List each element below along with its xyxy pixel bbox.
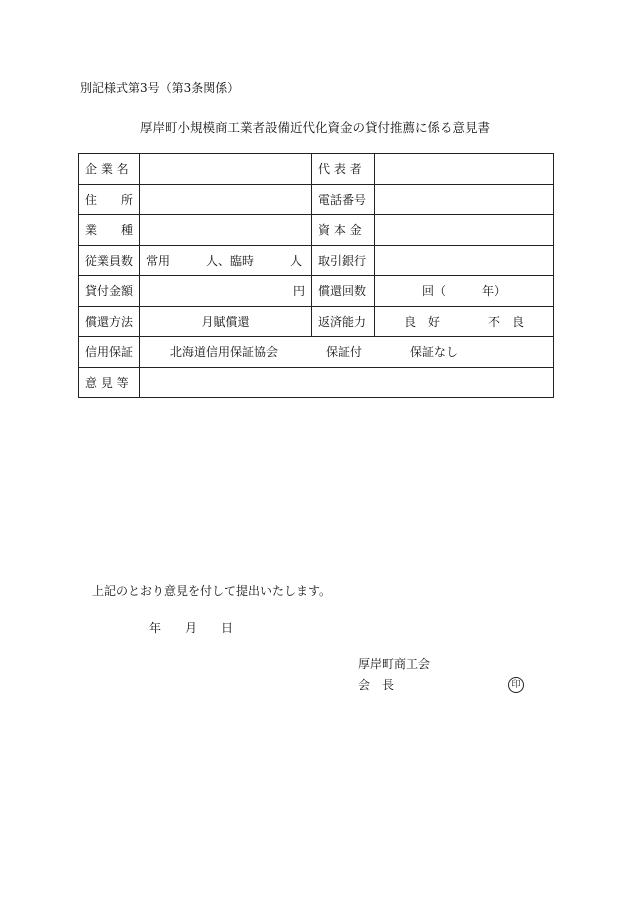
seal-mark: 印 [508, 677, 524, 693]
address-label: 住 所 [79, 184, 140, 215]
capital-field[interactable] [375, 215, 554, 246]
table-row [79, 184, 554, 215]
industry-label: 業 種 [79, 215, 140, 246]
bank-field[interactable] [375, 245, 554, 276]
opinion-label: 意 見 等 [79, 367, 140, 398]
representative-label: 代 表 者 [312, 154, 375, 185]
employees-label: 従業員数 [79, 245, 140, 276]
document-title: 厚岸町小規模商工業者設備近代化資金の貸付推薦に係る意見書 [139, 120, 490, 135]
address-field[interactable] [140, 184, 312, 215]
repayment-count-field[interactable]: 回（ 年） [375, 276, 554, 307]
table-row [79, 154, 554, 185]
table-row [79, 215, 554, 246]
loan-amount-label: 貸付金額 [79, 276, 140, 307]
bank-label: 取引銀行 [312, 245, 375, 276]
closing-statement: 上記のとおり意見を付して提出いたします。 [92, 584, 332, 598]
credit-guarantee-label: 信用保証 [79, 337, 140, 368]
capital-label: 資 本 金 [312, 215, 375, 246]
date-line: 年 月 日 [149, 621, 234, 635]
company-name-label: 企 業 名 [79, 154, 140, 185]
chairman-label: 会 長 [358, 678, 395, 692]
industry-field[interactable] [140, 215, 312, 246]
repayment-method-value: 月賦償還 [140, 306, 312, 337]
loan-amount-field[interactable]: 円 [140, 276, 312, 307]
opinion-field[interactable] [140, 367, 554, 398]
table-row [79, 276, 554, 307]
opinion-form-table [78, 153, 554, 398]
table-row [79, 306, 554, 337]
employees-field[interactable]: 常用 人、臨時 人 [140, 245, 312, 276]
form-reference: 別記様式第3号（第3条関係） [80, 81, 240, 95]
table-row [79, 367, 554, 398]
repayment-ability-options[interactable]: 良 好 不 良 [375, 306, 554, 337]
table-row [79, 245, 554, 276]
repayment-count-label: 償還回数 [312, 276, 375, 307]
table-row [79, 337, 554, 368]
phone-field[interactable] [375, 184, 554, 215]
repayment-ability-label: 返済能力 [312, 306, 375, 337]
repayment-method-label: 償還方法 [79, 306, 140, 337]
representative-field[interactable] [375, 154, 554, 185]
company-name-field[interactable] [140, 154, 312, 185]
credit-guarantee-options[interactable]: 北海道信用保証協会 保証付 保証なし [140, 337, 554, 368]
phone-label: 電話番号 [312, 184, 375, 215]
organization-name: 厚岸町商工会 [358, 657, 431, 671]
